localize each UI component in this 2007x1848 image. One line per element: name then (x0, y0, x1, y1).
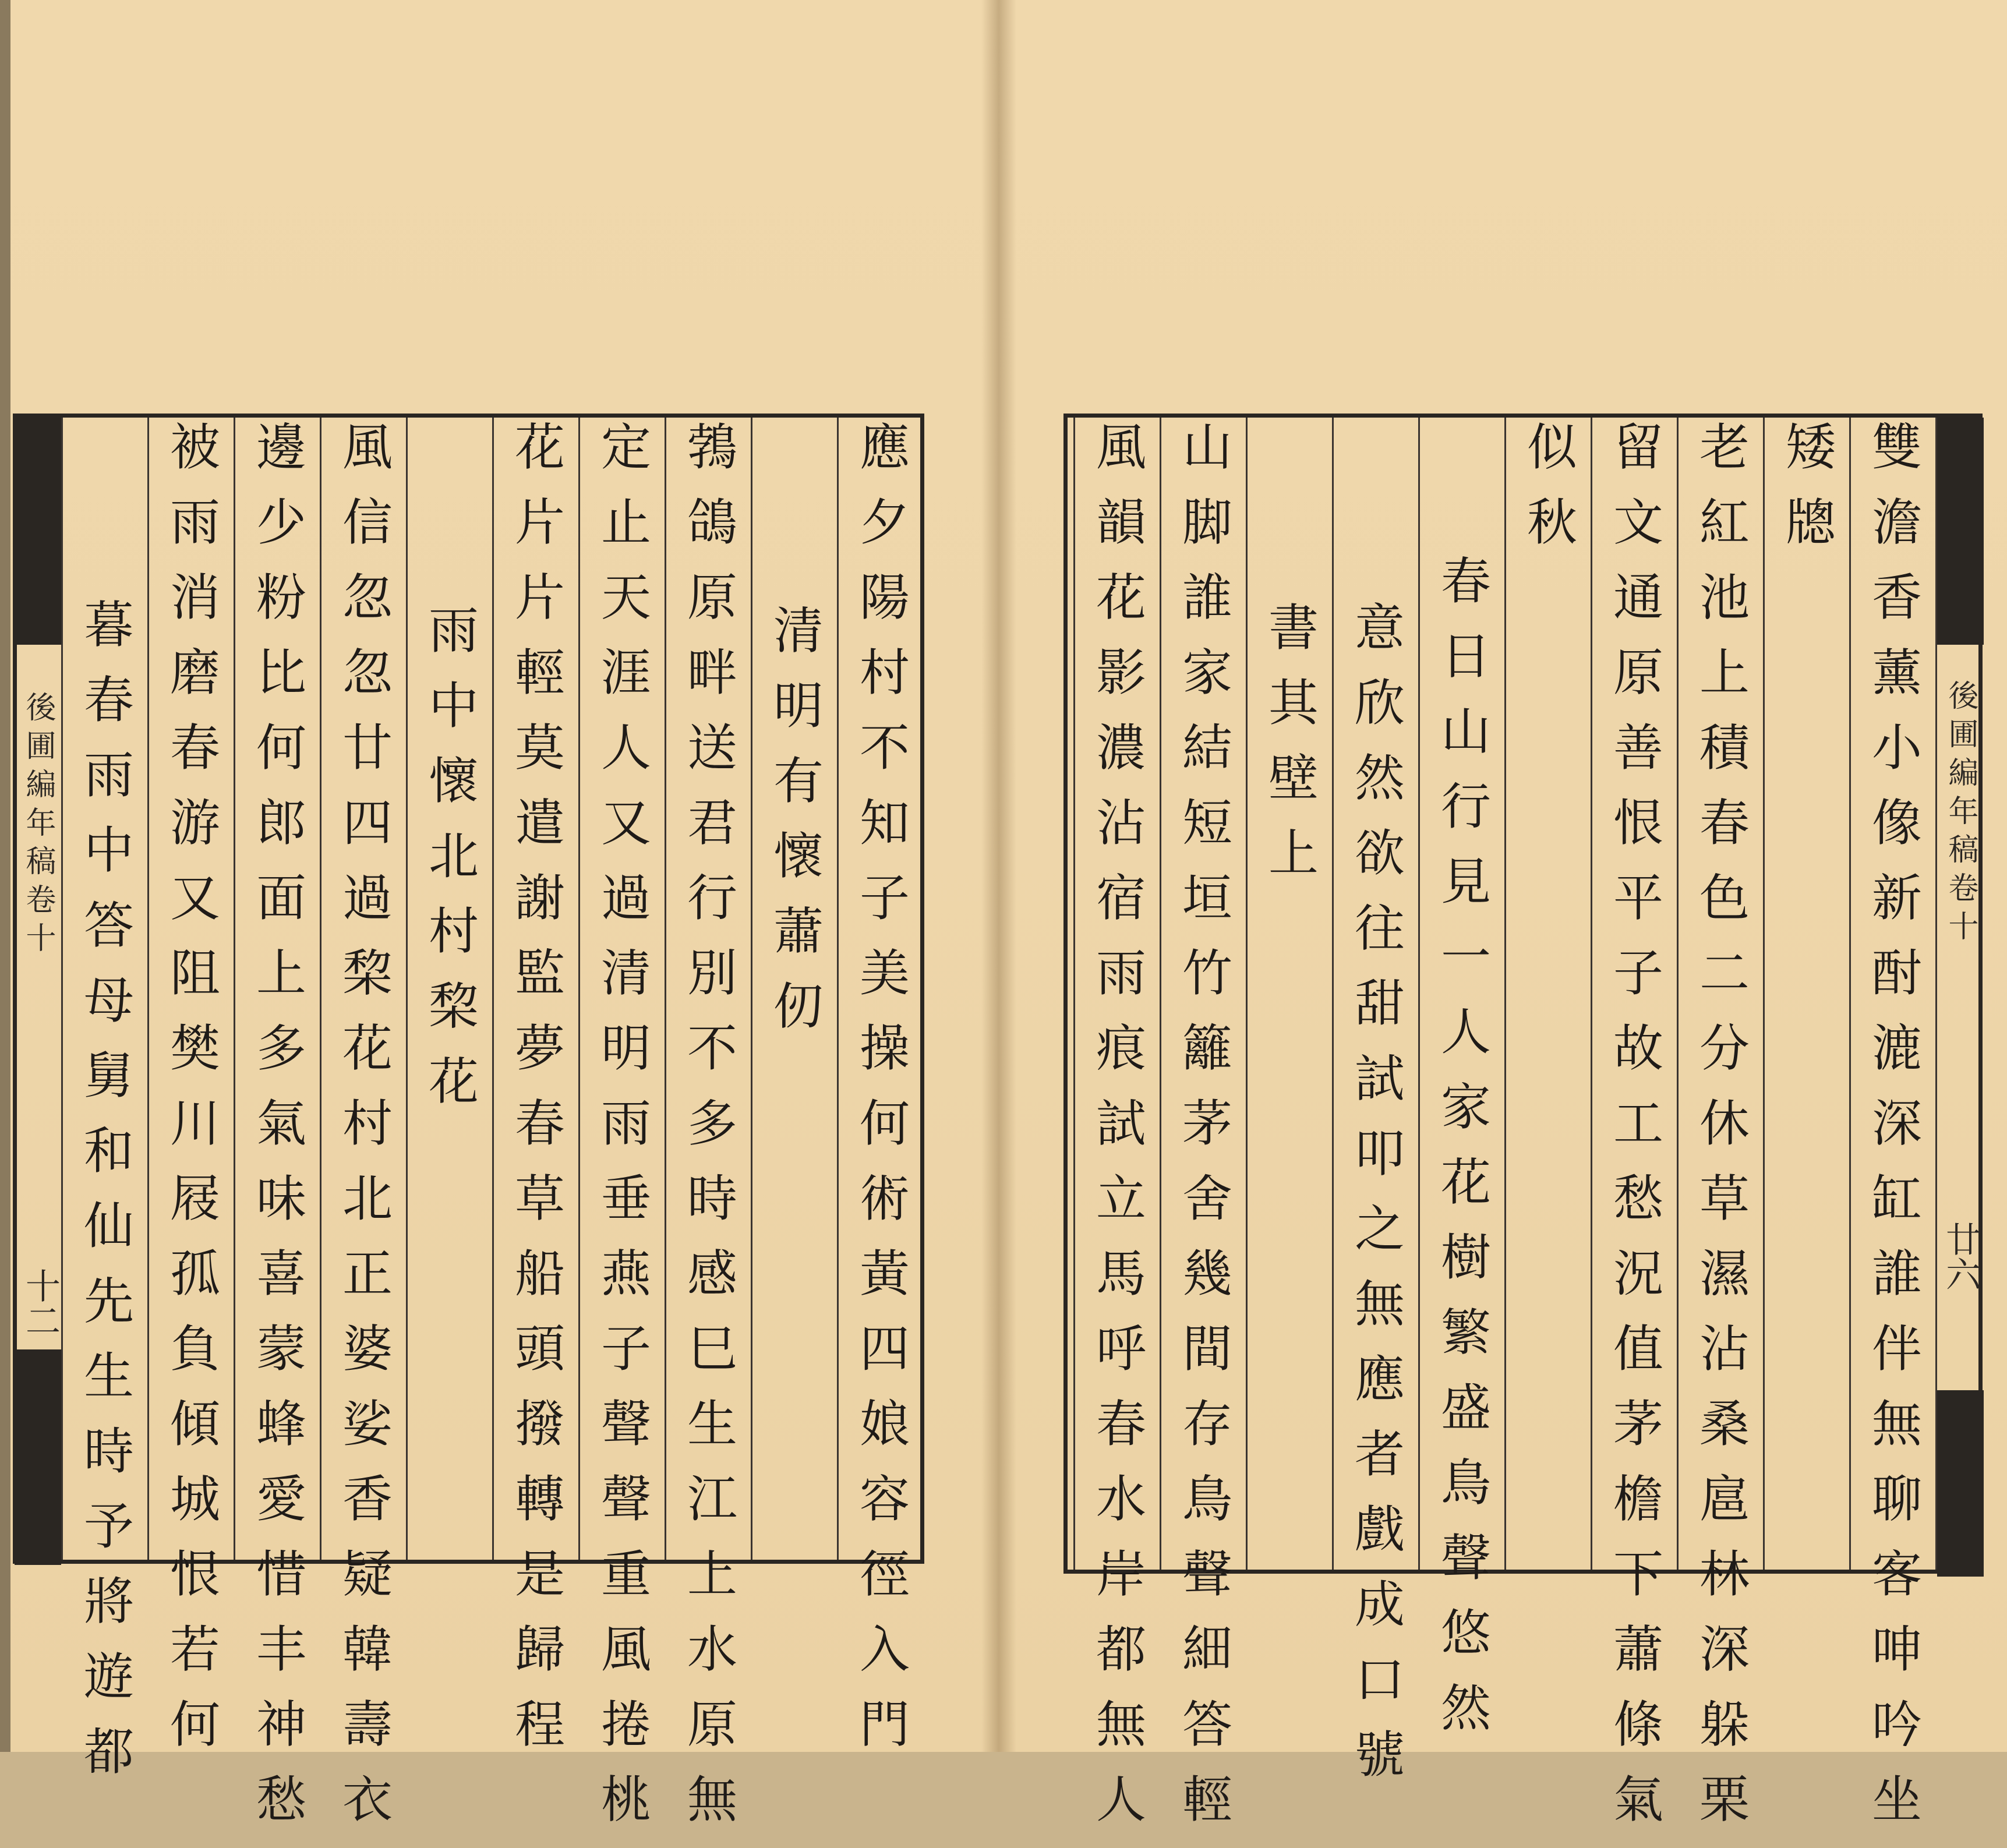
left-column-1-text: 應夕陽村不知子美操何術黃四娘容徑入門 (851, 421, 909, 1773)
left-column-9 (147, 418, 234, 1773)
right-column-9-text: 山脚誰家結短垣竹籬茅舍幾間存鳥聲細答輕 (1174, 421, 1232, 1848)
right-column-9 (1160, 418, 1246, 1848)
left-column-3 (665, 418, 751, 1848)
right-column-4 (1591, 418, 1677, 1848)
left-column-4 (578, 418, 665, 1848)
left-column-10-text: 暮春雨中答母舅和仙先生時予將遊都 (75, 598, 133, 1800)
left-column-2 (751, 418, 837, 1560)
right-banner-title: 後圃編年稿卷十 (1943, 680, 1978, 949)
left-column-1 (837, 418, 923, 1773)
left-column-5 (492, 418, 578, 1773)
right-page-number: 廿六 (1940, 1221, 1981, 1291)
right-column-3-text: 老紅池上積春色二分休草濕沾桑扈林深躲栗 (1691, 421, 1749, 1848)
left-column-8-text: 邊少粉比何郎面上多氣味喜蒙蜂愛惜丰神愁 (248, 421, 306, 1848)
right-column-2 (1763, 418, 1849, 1570)
left-column-7-text: 風信忽忽廿四過棃花村北正婆娑香疑韓壽衣 (334, 421, 392, 1848)
right-banner-column (1935, 418, 1984, 1570)
left-column-7 (320, 418, 406, 1848)
right-column-10-text: 風韻花影濃沾宿雨痕試立馬呼春水岸都無人 (1087, 421, 1146, 1848)
right-column-2-text: 矮牕 (1777, 421, 1835, 571)
left-column-5-text: 花片片輕莫遣謝監夢春草船頭撥轉是歸程 (506, 421, 564, 1773)
left-column-4-text: 定止天涯人又過清明雨垂燕子聲聲重風捲桃 (592, 421, 651, 1848)
right-column-6 (1418, 418, 1504, 1757)
left-text-frame (13, 414, 924, 1848)
left-book-edge (0, 0, 10, 1752)
book-gutter (981, 0, 1016, 1752)
right-column-8-text: 書其壁上 (1260, 601, 1318, 902)
right-column-8 (1246, 418, 1332, 1570)
right-column-5-text: 似秋 (1518, 421, 1577, 571)
left-fish-tail-top (15, 418, 61, 645)
left-banner-title: 後圃編年稿卷十 (20, 691, 55, 960)
right-column-5 (1504, 418, 1591, 1570)
right-column-6-text: 春日山行見一人家花樹繁盛鳥聲悠然 (1432, 554, 1490, 1757)
left-column-6-text: 雨中懷北村棃花 (420, 604, 478, 1130)
left-column-3-text: 鵓鴿原畔送君行別不多時感巳生江上水原無 (679, 421, 737, 1848)
right-column-7-text: 意欣然欲往甜試叩之無應者戲成口號 (1346, 601, 1404, 1803)
right-fish-tail-top (1937, 418, 1984, 645)
left-column-9-text: 被雨消磨春游又阻樊川屐孤負傾城恨若何 (161, 421, 220, 1773)
left-fish-tail-bottom (15, 1349, 61, 1565)
right-column-1-text: 雙澹香薰小像新酎漉深缸誰伴無聊客呻吟坐 (1863, 421, 1921, 1848)
right-column-7 (1332, 418, 1418, 1803)
right-text-frame (1063, 414, 1983, 1848)
left-column-8 (234, 418, 320, 1848)
right-column-3 (1677, 418, 1763, 1848)
left-column-6 (406, 418, 492, 1560)
left-column-2-text: 清明有懷蕭仞 (765, 604, 823, 1055)
right-column-1 (1849, 418, 1935, 1848)
left-banner-column (15, 418, 61, 1560)
right-column-4-text: 留文通原善恨平子故工愁況值茅檐下蕭條氣 (1605, 421, 1663, 1848)
left-page-number: 十二 (20, 1268, 61, 1338)
left-column-10 (61, 418, 147, 1800)
right-column-10 (1073, 418, 1160, 1848)
right-fish-tail-bottom (1937, 1390, 1984, 1577)
